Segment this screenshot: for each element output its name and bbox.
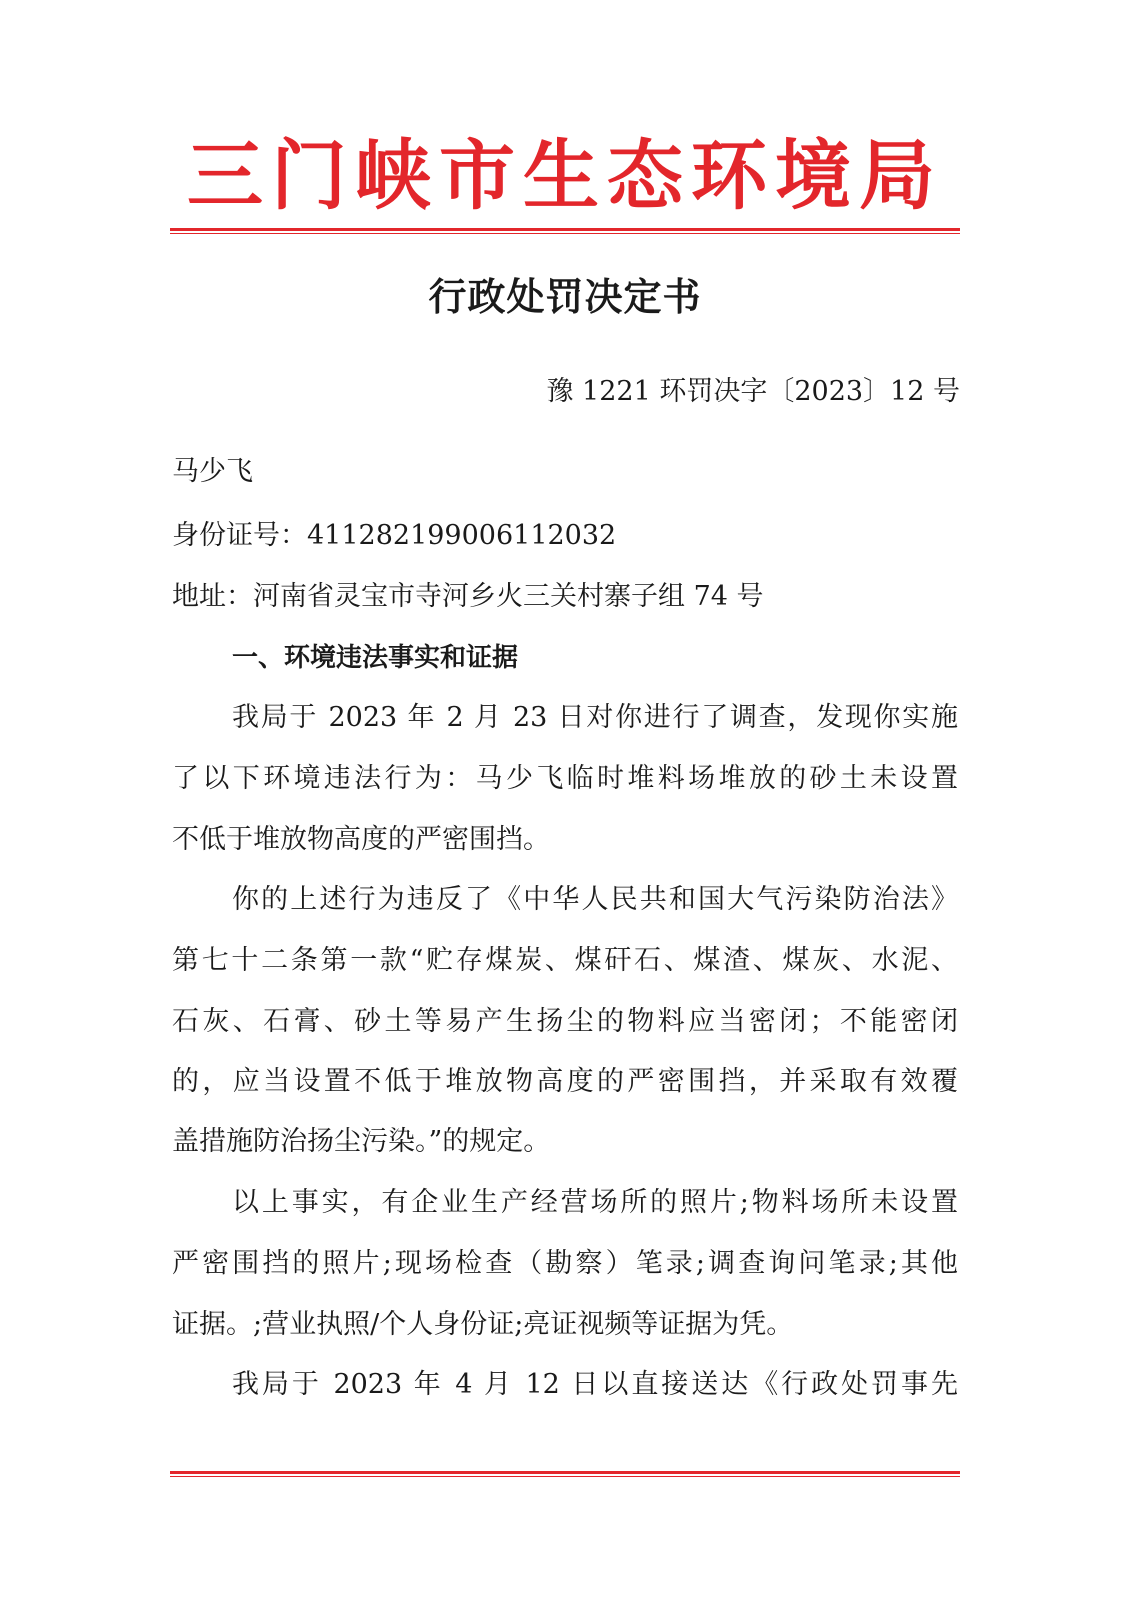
body-line: 我局于 2023 年 4 月 12 日以直接送达《行政处罚事先 xyxy=(232,1369,958,1400)
red-rule-thin xyxy=(170,233,960,234)
red-rule-thick xyxy=(170,228,960,231)
document-number: 豫 1221 环罚决字〔2023〕12 号 xyxy=(546,376,960,407)
body-line: 你的上述行为违反了《中华人民共和国大气污染防治法》 xyxy=(232,884,958,915)
body-line: 严密围挡的照片;现场检查（勘察）笔录;调查询问笔录;其他 xyxy=(172,1248,958,1279)
party-name: 马少飞 xyxy=(172,456,253,487)
body-line: 我局于 2023 年 2 月 23 日对你进行了调查，发现你实施 xyxy=(232,702,958,733)
body-line: 以上事实，有企业生产经营场所的照片;物料场所未设置 xyxy=(232,1187,958,1218)
letterhead-red-rule xyxy=(170,228,960,234)
red-rule-thick xyxy=(170,1471,960,1474)
party-address-line: 地址：河南省灵宝市寺河乡火三关村寨子组 74 号 xyxy=(172,581,764,612)
party-id-line: 身份证号：411282199006112032 xyxy=(172,520,617,551)
document-title: 行政处罚决定书 xyxy=(428,275,702,319)
red-rule-thin xyxy=(170,1476,960,1477)
footer-red-rule xyxy=(170,1471,960,1477)
body-line: 证据。;营业执照/个人身份证;亮证视频等证据为凭。 xyxy=(172,1309,794,1340)
body-line: 盖措施防治扬尘污染。”的规定。 xyxy=(172,1126,551,1157)
section-heading: 一、环境违法事实和证据 xyxy=(232,643,519,673)
body-line: 石灰、石膏、砂土等易产生扬尘的物料应当密闭；不能密闭 xyxy=(172,1006,958,1037)
body-line: 了以下环境违法行为：马少飞临时堆料场堆放的砂土未设置 xyxy=(172,763,958,794)
body-line: 不低于堆放物高度的严密围挡。 xyxy=(172,824,550,855)
body-line: 第七十二条第一款“贮存煤炭、煤矸石、煤渣、煤灰、水泥、 xyxy=(172,945,958,976)
agency-letterhead-title: 三门峡市生态环境局 xyxy=(187,131,943,220)
body-line: 的，应当设置不低于堆放物高度的严密围挡，并采取有效覆 xyxy=(172,1066,958,1097)
